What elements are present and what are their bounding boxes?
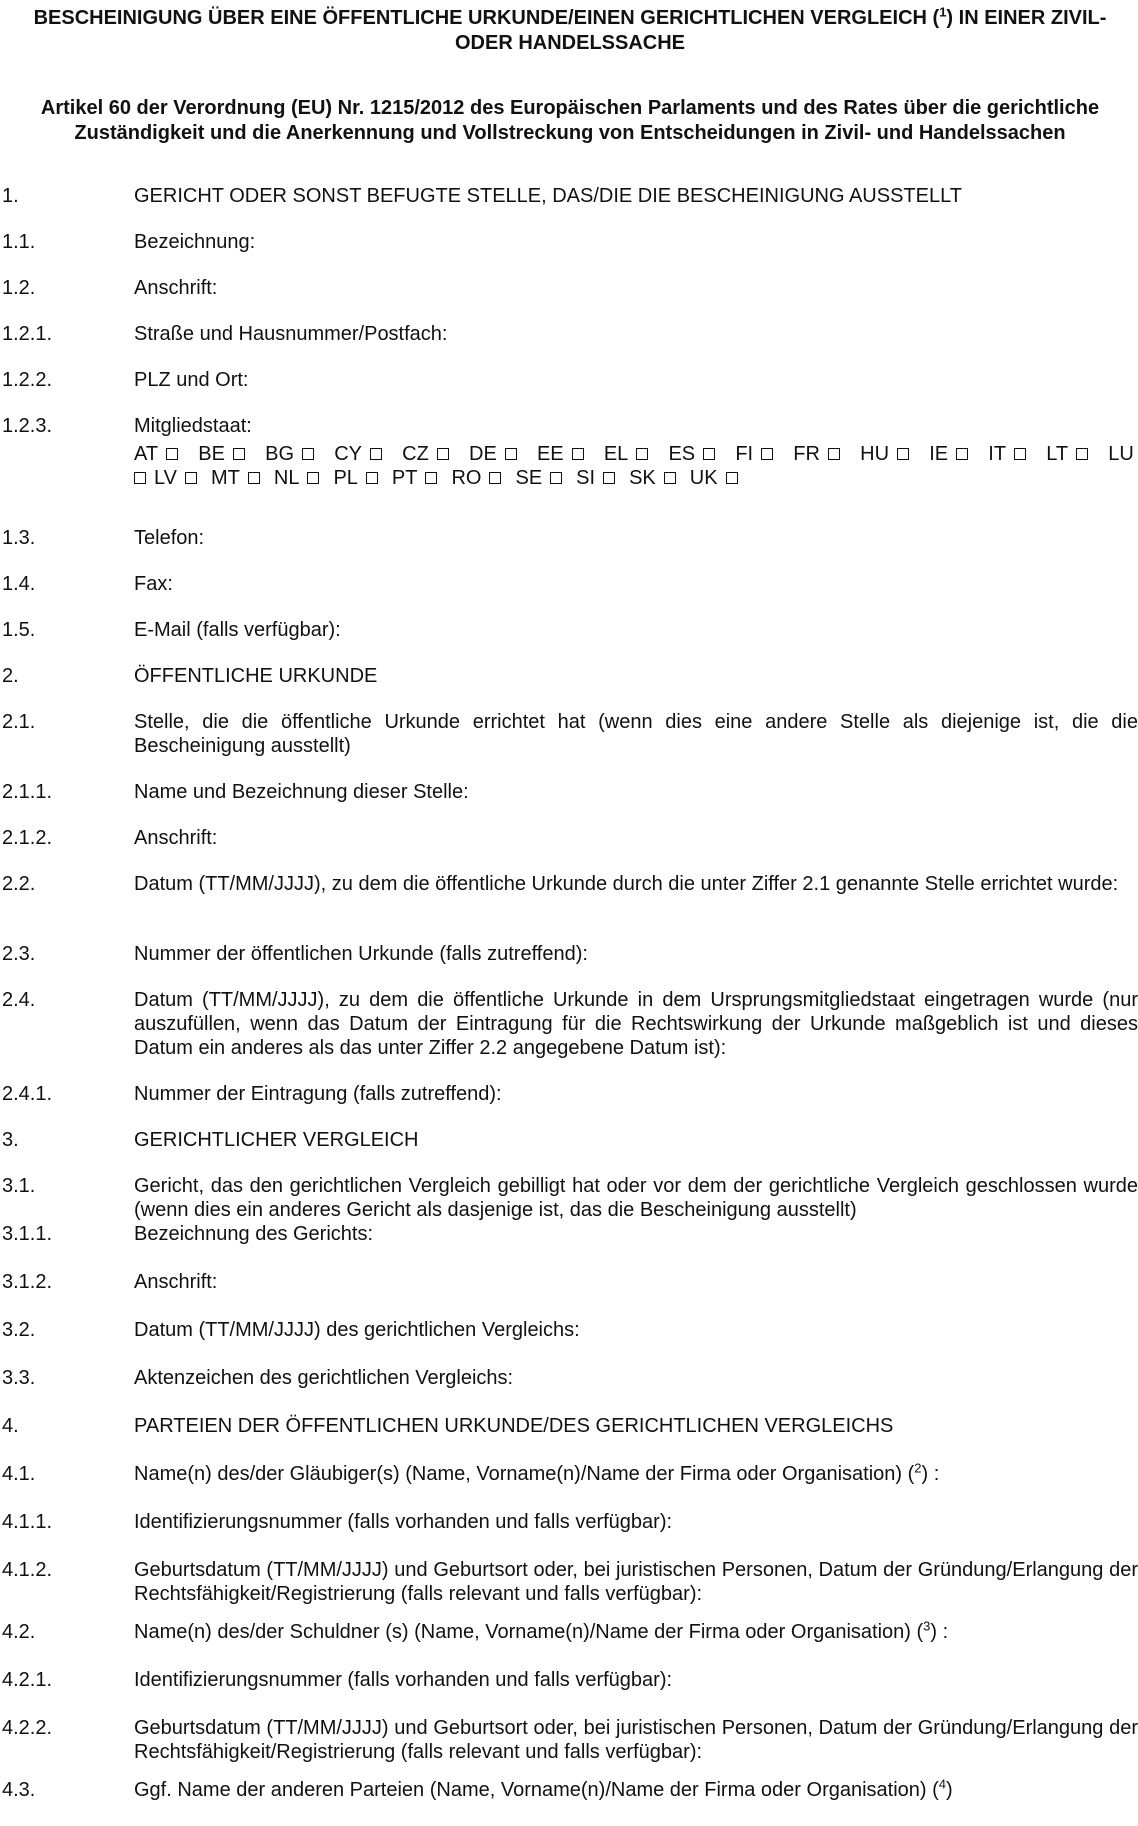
checkbox[interactable] — [366, 472, 378, 484]
regulation-reference — [8, 96, 1132, 146]
item-text-body: Gericht, das den gerichtlichen Vergleich gebilligt hat oder vor dem der gerichtliche Vergleich geschlossen wurde (wenn dies ein anderes Gericht als dasjenige ist, das die Bescheinigung ausstellt) — [134, 1175, 1138, 1221]
checkbox[interactable] — [664, 472, 676, 484]
item-number: 1.4. — [2, 573, 36, 595]
checkbox[interactable] — [761, 448, 773, 460]
item-text — [134, 1082, 1138, 1106]
member-state-code: SK — [629, 467, 656, 489]
item-text-body: Fax: — [134, 573, 173, 595]
item-text — [134, 1318, 1138, 1342]
item-number: 2.3. — [2, 943, 36, 965]
checkbox[interactable] — [302, 448, 314, 460]
member-state-option[interactable] — [1046, 442, 1088, 466]
checkbox[interactable] — [572, 448, 584, 460]
item-text — [134, 414, 1138, 438]
item-text-body: Mitgliedstaat: — [134, 415, 252, 437]
document-title — [8, 6, 1132, 56]
item-number: 1.2.3. — [2, 415, 53, 437]
member-state-code: FR — [793, 443, 820, 465]
item-text-end: ) : — [930, 1621, 949, 1643]
member-state-option[interactable] — [988, 442, 1026, 466]
item-number: 1.1. — [2, 231, 36, 253]
item-text — [134, 618, 1138, 642]
member-state-code: NL — [273, 467, 300, 489]
item-text — [134, 368, 1138, 392]
item-number: 4.1. — [2, 1463, 36, 1485]
member-state-code: SE — [515, 467, 543, 489]
item-text-body: Datum (TT/MM/JJJJ), zu dem die öffentliche Urkunde in dem Ursprungsmitgliedstaat eingetragen wurde (nur auszufüllen, wenn das Datum der Eintragung für die Rechtswirkung der Urkunde maßgeblich ist und dieses Datum ein anderes als das unter Ziffer 2.2 angegebene Datum ist): — [134, 989, 1138, 1059]
item-text — [134, 1270, 1138, 1294]
item-text-body: Geburtsdatum (TT/MM/JJJJ) und Geburtsort oder, bei juristischen Personen, Datum der Gründung/Erlangung der Rechtsfähigkeit/Registrierung (falls relevant und falls verfügbar): — [134, 1559, 1138, 1605]
item-number: 3.1.1. — [2, 1223, 53, 1245]
item-text — [134, 526, 1138, 550]
item-number: 2.4.1. — [2, 1083, 53, 1105]
item-text-body: Aktenzeichen des gerichtlichen Vergleichs: — [134, 1367, 514, 1389]
item-text — [134, 1462, 1138, 1486]
item-text — [134, 1174, 1138, 1222]
item-text-body: ÖFFENTLICHE URKUNDE — [134, 665, 378, 687]
item-text — [134, 230, 1138, 254]
member-state-option[interactable] — [211, 466, 260, 490]
member-state-option[interactable] — [576, 466, 615, 490]
member-state-code: MT — [210, 467, 240, 489]
item-text-body: Geburtsdatum (TT/MM/JJJJ) und Geburtsort oder, bei juristischen Personen, Datum der Gründung/Erlangung der Rechtsfähigkeit/Registrierung (falls relevant und falls verfügbar): — [134, 1717, 1138, 1763]
member-state-option[interactable] — [735, 442, 773, 466]
item-text — [134, 1366, 1138, 1390]
checkbox[interactable] — [726, 472, 738, 484]
item-number: 3.3. — [2, 1367, 36, 1389]
item-text — [134, 1510, 1138, 1534]
item-text-body: PARTEIEN DER ÖFFENTLICHEN URKUNDE/DES GERICHTLICHEN VERGLEICHS — [134, 1415, 894, 1437]
item-text-end: ) : — [921, 1463, 940, 1485]
item-number: 2.2. — [2, 873, 36, 895]
item-text-body: Identifizierungsnummer (falls vorhanden und falls verfügbar): — [134, 1511, 673, 1533]
item-number: 1. — [2, 185, 19, 207]
member-state-option[interactable] — [333, 466, 377, 490]
member-state-code: SI — [576, 467, 596, 489]
member-state-checkboxes — [134, 442, 1134, 490]
member-state-code: LV — [154, 467, 177, 489]
item-text-body: Anschrift: — [134, 827, 218, 849]
member-state-code: EE — [536, 443, 564, 465]
item-text — [134, 1716, 1138, 1764]
item-text — [134, 1222, 1138, 1246]
item-text — [134, 184, 1138, 208]
checkbox[interactable] — [489, 472, 501, 484]
footnote-ref: 1 — [939, 4, 947, 20]
item-text — [134, 942, 1138, 966]
member-state-code: EL — [603, 443, 629, 465]
checkbox[interactable] — [307, 472, 319, 484]
item-text-body: Identifizierungsnummer (falls vorhanden und falls verfügbar): — [134, 1669, 673, 1691]
item-number: 1.2. — [2, 277, 36, 299]
item-text-body: GERICHT ODER SONST BEFUGTE STELLE, DAS/DIE DIE BESCHEINIGUNG AUSSTELLT — [134, 185, 962, 207]
item-number: 2.4. — [2, 989, 36, 1011]
member-state-code: FI — [735, 443, 754, 465]
member-state-option[interactable] — [134, 466, 197, 490]
item-text-body: Nummer der Eintragung (falls zutreffend): — [134, 1083, 502, 1105]
member-state-code: HU — [860, 443, 890, 465]
member-state-option[interactable] — [265, 442, 314, 466]
checkbox[interactable] — [134, 472, 146, 484]
item-number: 1.2.1. — [2, 323, 53, 345]
member-state-option[interactable] — [451, 466, 501, 490]
item-number: 4.2.1. — [2, 1669, 53, 1691]
checkbox[interactable] — [505, 448, 517, 460]
item-number: 3.1.2. — [2, 1271, 53, 1293]
member-state-option[interactable] — [198, 442, 245, 466]
member-state-option[interactable] — [402, 442, 449, 466]
checkbox[interactable] — [550, 472, 562, 484]
item-text-body: Bezeichnung des Gerichts: — [134, 1223, 374, 1245]
item-text — [134, 276, 1138, 300]
item-text — [134, 322, 1138, 346]
member-state-option[interactable] — [604, 442, 648, 466]
item-text — [134, 664, 1138, 688]
checkbox[interactable] — [437, 448, 449, 460]
item-number: 4. — [2, 1415, 19, 1437]
subtitle-line-1: Artikel 60 der Verordnung (EU) Nr. 1215/2012 des Europäischen Parlaments und des Rates über die gerichtliche — [40, 97, 1100, 119]
title-line-2: ODER HANDELSSACHE — [454, 32, 686, 54]
member-state-option[interactable] — [537, 442, 584, 466]
subtitle-line-2: Zuständigkeit und die Anerkennung und Vollstreckung von Entscheidungen in Zivil- und Handelssachen — [74, 122, 1066, 144]
item-text-body: Stelle, die die öffentliche Urkunde errichtet hat (wenn dies eine andere Stelle als diejenige ist, die die Bescheinigung ausstellt) — [134, 711, 1138, 757]
checkbox[interactable] — [185, 472, 197, 484]
item-text — [134, 1414, 1138, 1438]
item-text-body: E-Mail (falls verfügbar): — [134, 619, 341, 641]
item-text-body: Telefon: — [134, 527, 205, 549]
item-number: 3.2. — [2, 1319, 36, 1341]
item-text — [134, 872, 1138, 896]
item-text — [134, 826, 1138, 850]
checkbox[interactable] — [166, 448, 178, 460]
item-text — [134, 988, 1138, 1060]
item-text-end: ) — [946, 1779, 953, 1801]
item-number: 2.1.2. — [2, 827, 53, 849]
member-state-option[interactable] — [334, 442, 382, 466]
member-state-option[interactable] — [690, 466, 738, 490]
item-text — [134, 1128, 1138, 1152]
item-text — [134, 1668, 1138, 1692]
member-state-code: DE — [469, 443, 497, 465]
item-number: 4.3. — [2, 1779, 36, 1801]
member-state-option[interactable] — [134, 442, 178, 466]
item-text-body: Straße und Hausnummer/Postfach: — [134, 323, 448, 345]
checkbox[interactable] — [1076, 448, 1088, 460]
member-state-option[interactable] — [1108, 442, 1134, 466]
item-number: 4.2. — [2, 1621, 36, 1643]
member-state-row-2 — [134, 466, 1134, 490]
member-state-option[interactable] — [860, 442, 909, 466]
member-state-code: IT — [988, 443, 1007, 465]
member-state-code: CY — [334, 443, 362, 465]
item-text — [134, 1620, 1138, 1644]
member-state-code: UK — [689, 467, 718, 489]
member-state-option[interactable] — [793, 442, 840, 466]
checkbox[interactable] — [233, 448, 245, 460]
member-state-option[interactable] — [469, 442, 517, 466]
member-state-code: LU — [1108, 443, 1134, 465]
item-text-body: PLZ und Ort: — [134, 369, 249, 391]
checkbox[interactable] — [425, 472, 437, 484]
member-state-code: LT — [1046, 443, 1069, 465]
item-number: 2. — [2, 665, 19, 687]
item-number: 4.1.1. — [2, 1511, 53, 1533]
member-state-code: PL — [333, 467, 358, 489]
item-number: 4.1.2. — [2, 1559, 53, 1581]
checkbox[interactable] — [956, 448, 968, 460]
item-text-body: GERICHTLICHER VERGLEICH — [134, 1129, 419, 1151]
checkbox[interactable] — [603, 472, 615, 484]
item-number: 4.2.2. — [2, 1717, 53, 1739]
title-text-end: ) IN EINER ZIVIL- — [946, 7, 1107, 29]
item-text-body: Anschrift: — [134, 1271, 218, 1293]
item-text-body: Name und Bezeichnung dieser Stelle: — [134, 781, 469, 803]
footnote-ref: 4 — [938, 1776, 947, 1792]
item-number: 1.5. — [2, 619, 36, 641]
item-text — [134, 572, 1138, 596]
checkbox[interactable] — [703, 448, 715, 460]
item-text-body: Ggf. Name der anderen Parteien (Name, Vorname(n)/Name der Firma oder Organisation) ( — [134, 1779, 939, 1801]
member-state-code: BG — [265, 443, 295, 465]
item-number: 1.3. — [2, 527, 36, 549]
member-state-option[interactable] — [515, 466, 562, 490]
item-number: 2.1. — [2, 711, 36, 733]
item-number: 2.1.1. — [2, 781, 53, 803]
item-text-body: Datum (TT/MM/JJJJ), zu dem die öffentliche Urkunde durch die unter Ziffer 2.1 genannte Stelle errichtet wurde: — [134, 873, 1119, 895]
member-state-option[interactable] — [274, 466, 320, 490]
member-state-option[interactable] — [668, 442, 715, 466]
item-text-body: Name(n) des/der Schuldner (s) (Name, Vorname(n)/Name der Firma oder Organisation) ( — [134, 1621, 924, 1643]
footnote-ref: 3 — [923, 1618, 931, 1634]
checkbox[interactable] — [1014, 448, 1026, 460]
checkbox[interactable] — [370, 448, 382, 460]
checkbox[interactable] — [636, 448, 648, 460]
item-number: 1.2.2. — [2, 369, 53, 391]
title-text: BESCHEINIGUNG ÜBER EINE ÖFFENTLICHE URKUNDE/EINEN GERICHTLICHEN VERGLEICH ( — [33, 7, 940, 29]
member-state-code: CZ — [402, 443, 429, 465]
member-state-option[interactable] — [929, 442, 968, 466]
checkbox[interactable] — [897, 448, 909, 460]
checkbox[interactable] — [248, 472, 260, 484]
item-text — [134, 710, 1138, 758]
item-text-body: Name(n) des/der Gläubiger(s) (Name, Vorname(n)/Name der Firma oder Organisation) ( — [134, 1463, 915, 1485]
checkbox[interactable] — [828, 448, 840, 460]
member-state-row-1 — [134, 442, 1134, 466]
item-text-body: Datum (TT/MM/JJJJ) des gerichtlichen Vergleichs: — [134, 1319, 580, 1341]
member-state-code: PT — [391, 467, 418, 489]
member-state-code: ES — [668, 443, 696, 465]
item-text — [134, 780, 1138, 804]
member-state-option[interactable] — [392, 466, 438, 490]
member-state-code: AT — [134, 443, 159, 465]
member-state-option[interactable] — [629, 466, 676, 490]
item-text-body: Anschrift: — [134, 277, 218, 299]
item-text-body: Bezeichnung: — [134, 231, 256, 253]
footnote-ref: 2 — [914, 1460, 922, 1476]
item-text — [134, 1778, 1138, 1802]
member-state-code: BE — [198, 443, 225, 465]
item-number: 3.1. — [2, 1175, 36, 1197]
item-text-body: Nummer der öffentlichen Urkunde (falls zutreffend): — [134, 943, 588, 965]
member-state-code: RO — [451, 467, 482, 489]
member-state-code: IE — [929, 443, 949, 465]
item-text — [134, 1558, 1138, 1606]
item-number: 3. — [2, 1129, 19, 1151]
